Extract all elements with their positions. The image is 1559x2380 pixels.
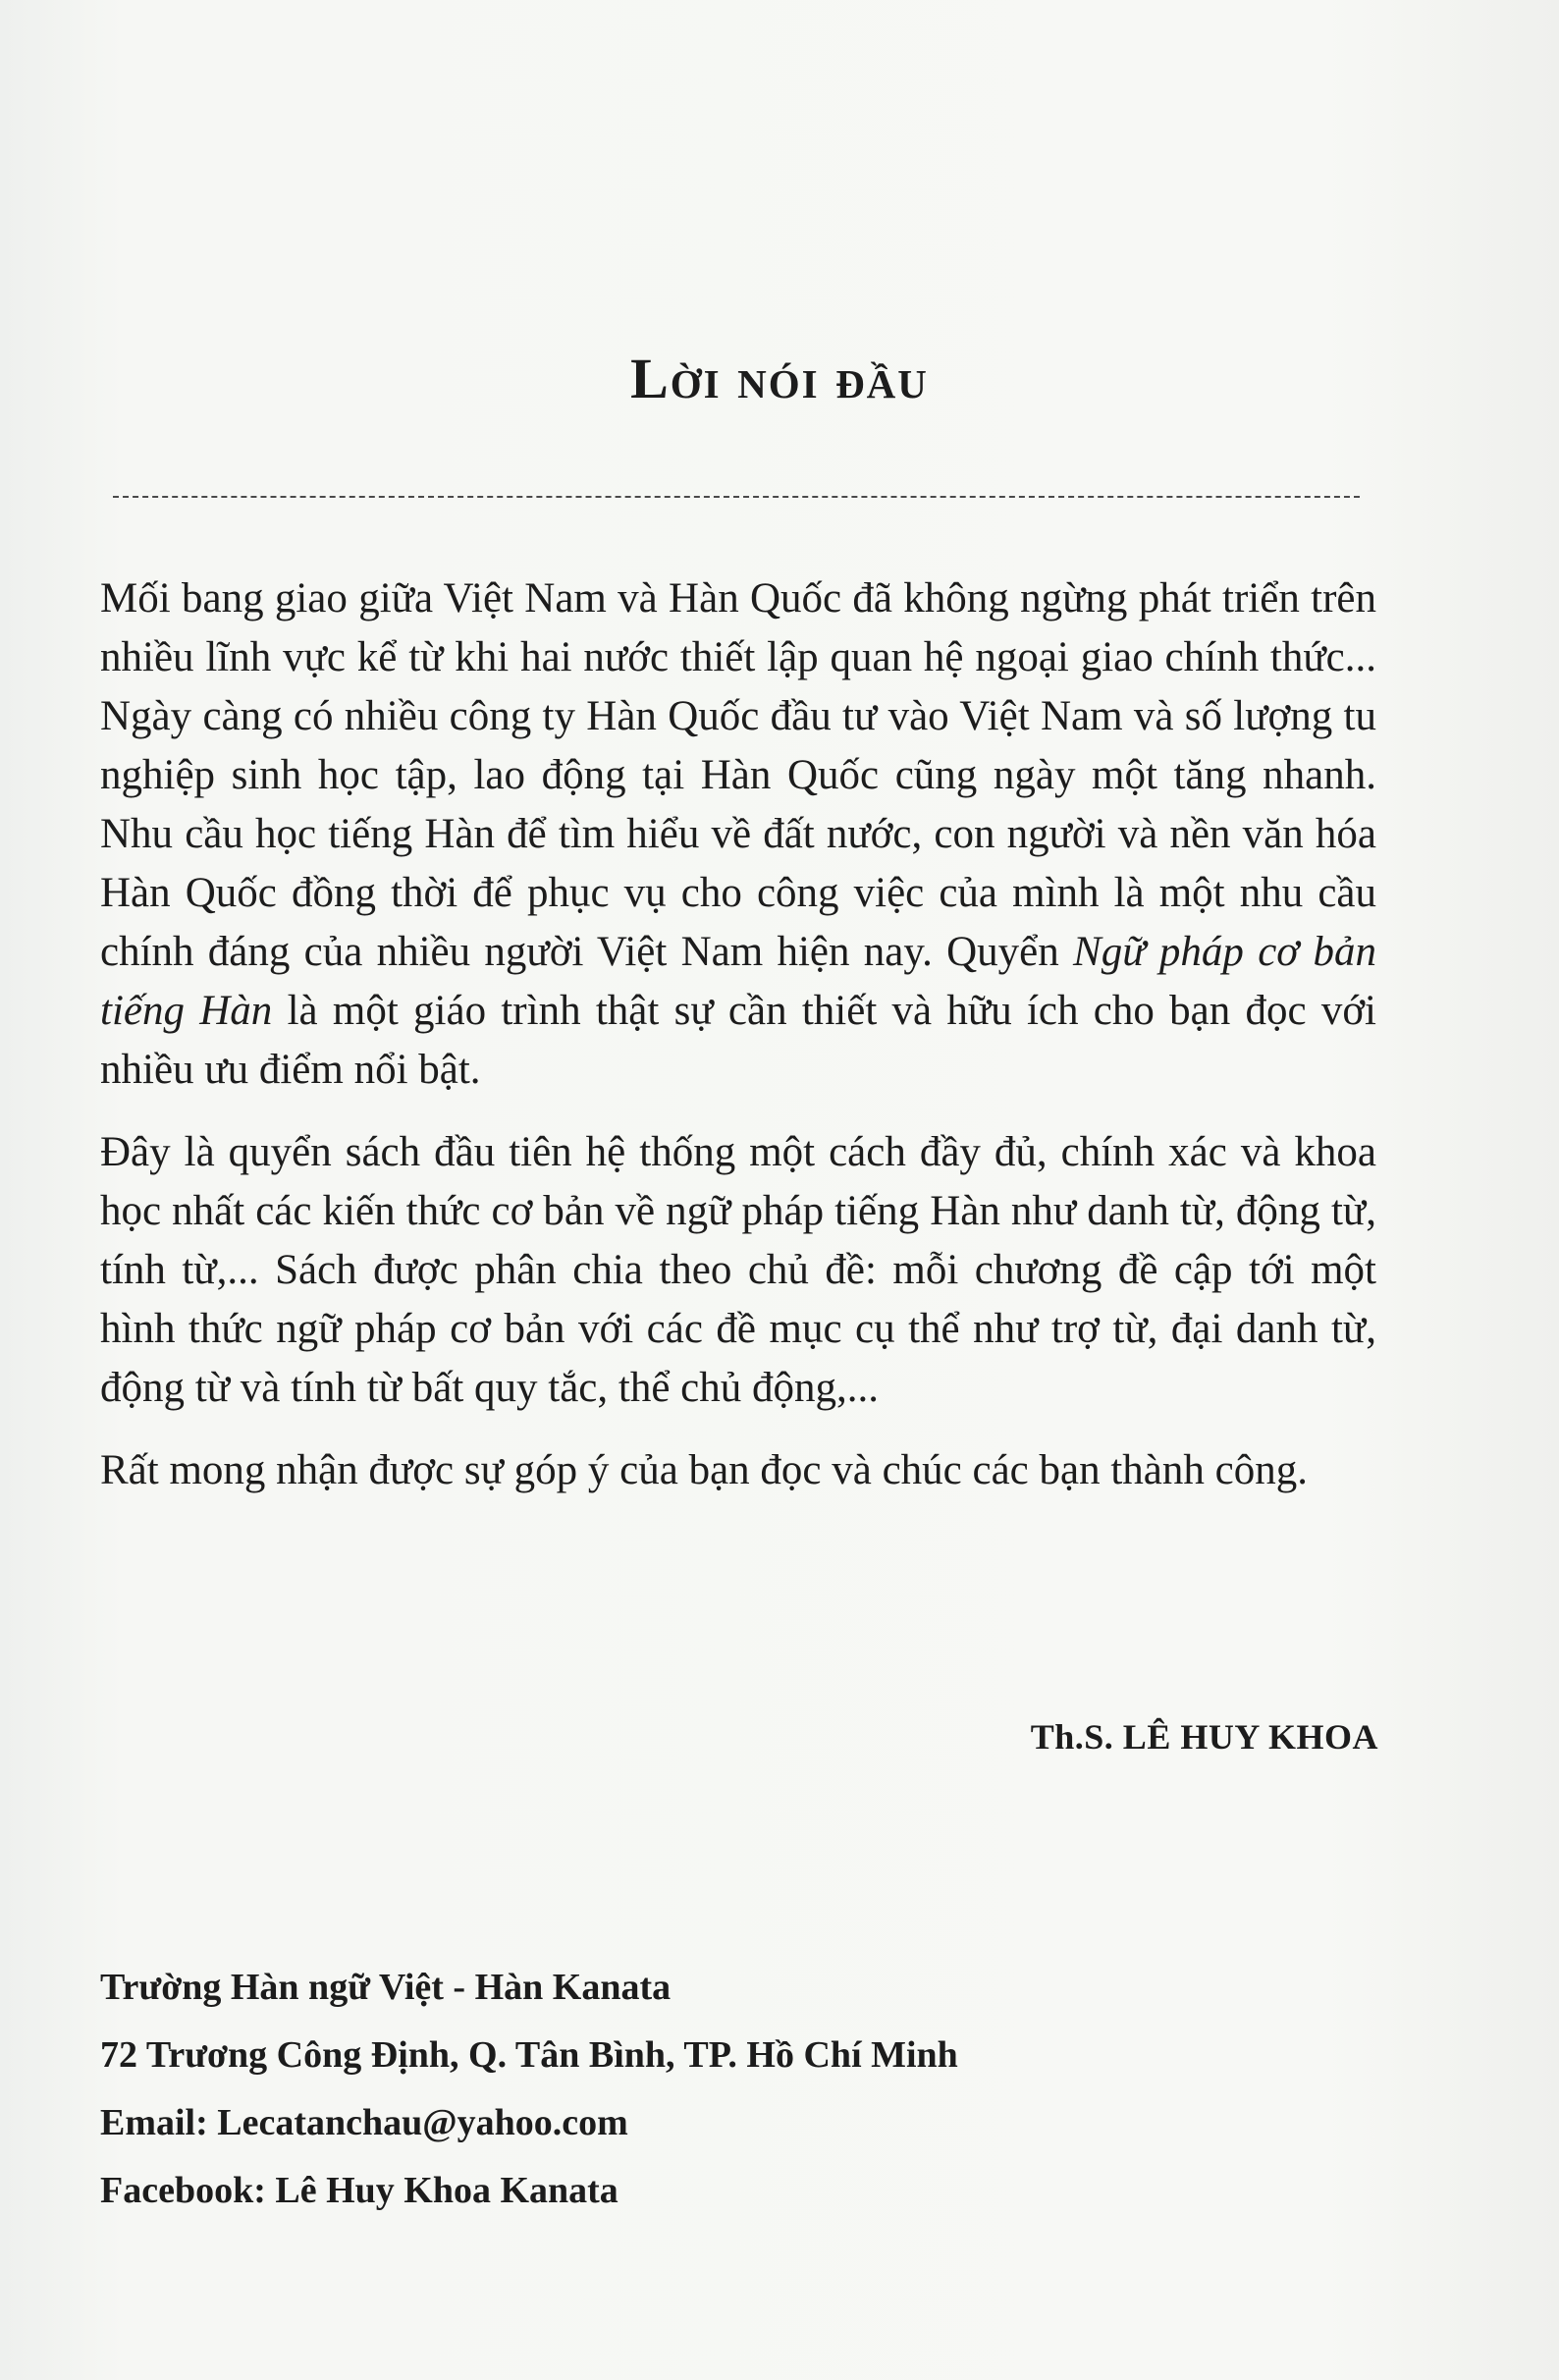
contact-block <box>100 1954 958 2225</box>
paragraph-1-start: Mối bang giao giữa Việt Nam và Hàn Quốc đã không ngừng phát triển trên nhiều lĩnh vực kể từ khi hai nước thiết lập quan hệ ngoại giao chính thức... Ngày càng có nhiều công ty Hàn Quốc đầu tư vào Việt Nam và số lượng tu nghiệp sinh học tập, lao động tại Hàn Quốc cũng ngày một tăng nhanh. Nhu cầu học tiếng Hàn để tìm hiểu về đất nước, con người và nền văn hóa Hàn Quốc đồng thời để phục vụ cho công việc của mình là một nhu cầu chính đáng của nhiều người Việt Nam hiện nay. Quyển <box>100 575 1376 975</box>
page-title <box>0 346 1559 411</box>
author-signature: Th.S. LÊ HUY KHOA <box>1030 1717 1378 1757</box>
paragraph-1-end: là một giáo trình thật sự cần thiết và hữu ích cho bạn đọc với nhiều ưu điểm nổi bật. <box>100 988 1377 1093</box>
paragraph-2: Đây là quyển sách đầu tiên hệ thống một cách đầy đủ, chính xác và khoa học nhất các kiến thức cơ bản về ngữ pháp tiếng Hàn như danh từ, động từ, tính từ,... Sách được phân chia theo chủ đề: mỗi chương đề cập tới một hình thức ngữ pháp cơ bản với các đề mục cụ thể như trợ từ, đại danh từ, động từ và tính từ bất quy tắc, thể chủ động,... <box>100 1129 1376 1411</box>
book-title: Ngữ pháp cơ bản tiếng Hàn <box>100 929 1376 1034</box>
contact-email: Email: Lecatanchau@yahoo.com <box>100 2102 628 2143</box>
preface-body <box>100 569 1376 1524</box>
school-address: 72 Trương Công Định, Q. Tân Bình, TP. Hồ Chí Minh <box>100 2034 958 2076</box>
contact-facebook: Facebook: Lê Huy Khoa Kanata <box>100 2170 618 2211</box>
school-name: Trường Hàn ngữ Việt - Hàn Kanata <box>100 1967 672 2008</box>
paragraph-3: Rất mong nhận được sự góp ý của bạn đọc và chúc các bạn thành công. <box>100 1447 1308 1493</box>
title-text: Lời nói đầu <box>630 347 929 410</box>
paragraph-1 <box>100 569 1376 1100</box>
title-divider <box>113 496 1360 498</box>
